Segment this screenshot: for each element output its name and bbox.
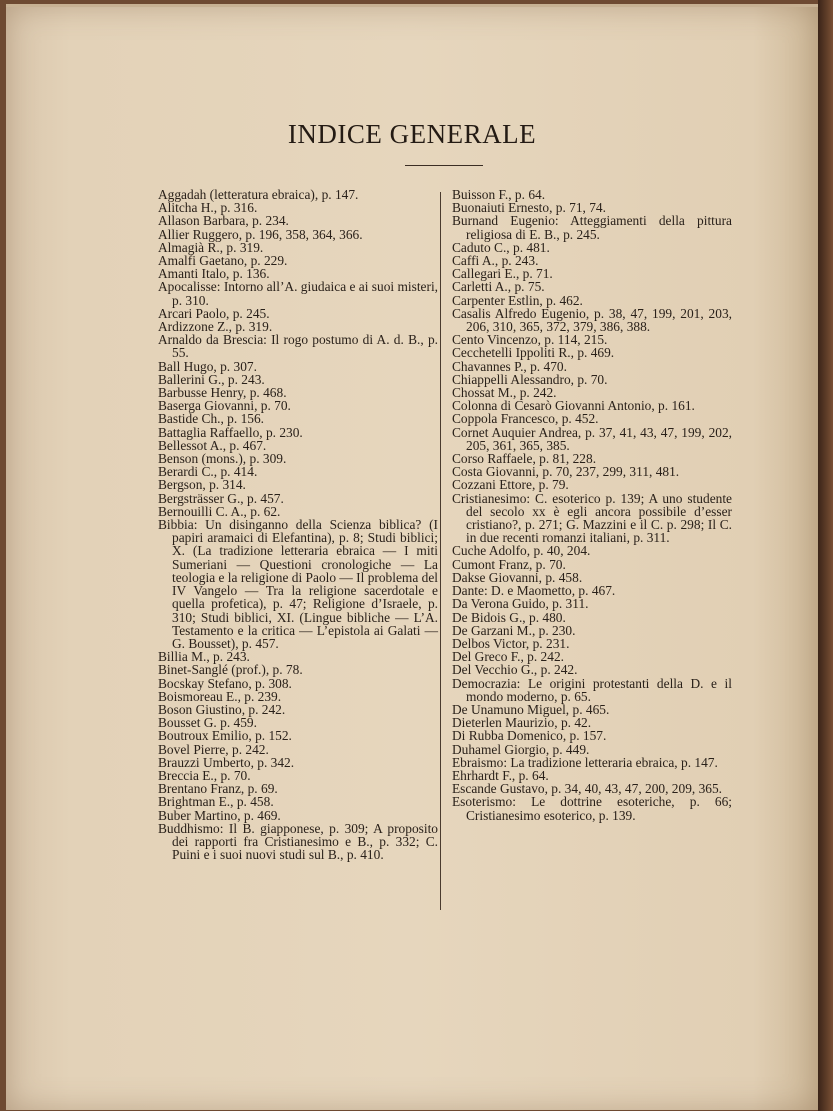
column-divider bbox=[440, 192, 441, 910]
index-entry: Ebraismo: La tradizione letteraria ebraica, p. 147. bbox=[452, 754, 718, 770]
index-entry: Bibbia: Un disinganno della Scienza biblica? (I papiri aramaici di Elefantina), p. 8; Studi biblici; X. (La tradizione letteraria ebraica — I miti Sumeriani — Questioni cronologiche — La teologia e la religione di Paolo — Il problema del IV Vangelo — Tra la religione sacerdotale e quella profetica), p. 47; Religione d’Israele, p. 310; Studi biblici, XI. (Lingue bibliche — L’A. Testamento e la critica — L’epistola ai Galati — G. Bousset), p. 457. bbox=[158, 517, 438, 651]
index-entry: Dieterlen Maurizio, p. 42. bbox=[452, 715, 592, 731]
index-entry: Callegari E., p. 71. bbox=[452, 266, 553, 282]
index-entry: Del Vecchio G., p. 242. bbox=[452, 662, 578, 678]
index-entry: Carpenter Estlin, p. 462. bbox=[452, 292, 583, 308]
index-entry: Bovel Pierre, p. 242. bbox=[158, 741, 269, 757]
index-entry: Benson (mons.), p. 309. bbox=[158, 451, 287, 467]
index-entry: Bernouilli C. A., p. 62. bbox=[158, 503, 281, 519]
index-entry: Battaglia Raffaello, p. 230. bbox=[158, 424, 303, 440]
index-entry: Corso Raffaele, p. 81, 228. bbox=[452, 451, 597, 467]
index-entry: Ehrhardt F., p. 64. bbox=[452, 767, 549, 783]
index-entry: Boutroux Emilio, p. 152. bbox=[158, 728, 292, 744]
index-entry: Dakse Giovanni, p. 458. bbox=[452, 569, 583, 585]
book-page bbox=[6, 4, 818, 1110]
index-entry: Chossat M., p. 242. bbox=[452, 385, 557, 401]
index-entry: Chavannes P., p. 470. bbox=[452, 358, 567, 374]
index-entry: Da Verona Guido, p. 311. bbox=[452, 596, 589, 612]
index-entry: Bergsträsser G., p. 457. bbox=[158, 490, 284, 506]
index-column-left bbox=[158, 188, 438, 861]
index-entry: Brightman E., p. 458. bbox=[158, 794, 274, 810]
index-entry: Binet-Sanglé (prof.), p. 78. bbox=[158, 662, 303, 678]
index-entry: Almagià R., p. 319. bbox=[158, 239, 264, 255]
index-entry: Bousset G. p. 459. bbox=[158, 715, 257, 731]
index-entry: Burnand Eugenio: Atteggiamenti della pittura religiosa di E. B., p. 245. bbox=[452, 213, 732, 242]
book-spine bbox=[818, 0, 833, 1111]
index-entry: Brauzzi Umberto, p. 342. bbox=[158, 754, 295, 770]
title-rule bbox=[405, 165, 483, 166]
index-entry: Di Rubba Domenico, p. 157. bbox=[452, 728, 607, 744]
index-entry: Buber Martino, p. 469. bbox=[158, 807, 281, 823]
index-entry: Cornet Auquier Andrea, p. 37, 41, 43, 47, 199, 202, 205, 361, 365, 385. bbox=[452, 424, 732, 453]
index-entry: Buddhismo: Il B. giapponese, p. 309; A proposito dei rapporti fra Cristianesimo e B., p. 332; C. Puini e i suoi nuovi studi sul B., p. 410. bbox=[158, 820, 438, 863]
index-entry: Buonaiuti Ernesto, p. 71, 74. bbox=[452, 200, 606, 216]
index-entry: Barbusse Henry, p. 468. bbox=[158, 385, 287, 401]
index-entry: Boson Giustino, p. 242. bbox=[158, 701, 286, 717]
index-entry: Arnaldo da Brescia: Il rogo postumo di A. d. B., p. 55. bbox=[158, 332, 438, 361]
index-entry: Allason Barbara, p. 234. bbox=[158, 213, 289, 229]
index-entry: Berardi C., p. 414. bbox=[158, 464, 258, 480]
index-entry: Cumont Franz, p. 70. bbox=[452, 556, 566, 572]
page-title: INDICE GENERALE bbox=[287, 119, 537, 149]
index-entry: Bellessot A., p. 467. bbox=[158, 437, 267, 453]
index-entry: De Garzani M., p. 230. bbox=[452, 622, 576, 638]
index-column-right bbox=[452, 188, 732, 822]
index-entry: Colonna di Cesarò Giovanni Antonio, p. 161. bbox=[452, 398, 695, 414]
index-entry: Costa Giovanni, p. 70, 237, 299, 311, 481. bbox=[452, 464, 680, 480]
index-entry: Ball Hugo, p. 307. bbox=[158, 358, 257, 374]
index-entry: Democrazia: Le origini protestanti della D. e il mondo moderno, p. 65. bbox=[452, 675, 732, 704]
index-entry: Bastide Ch., p. 156. bbox=[158, 411, 265, 427]
index-entry: Casalis Alfredo Eugenio, p. 38, 47, 199, 201, 203, 206, 310, 365, 372, 379, 386, 388. bbox=[452, 305, 732, 335]
index-entry: De Bidois G., p. 480. bbox=[452, 609, 566, 625]
index-entry: Aggadah (letteratura ebraica), p. 147. bbox=[158, 187, 359, 202]
index-entry: Bocskay Stefano, p. 308. bbox=[158, 675, 292, 691]
index-entry: Esoterismo: Le dottrine esoteriche, p. 66; Cristianesimo esoterico, p. 139. bbox=[452, 794, 732, 823]
index-entry: De Unamuno Miguel, p. 465. bbox=[452, 701, 610, 717]
index-entry: Cuche Adolfo, p. 40, 204. bbox=[452, 543, 591, 559]
index-entry: Chiappelli Alessandro, p. 70. bbox=[452, 371, 608, 387]
index-entry: Cozzani Ettore, p. 79. bbox=[452, 477, 569, 493]
index-entry: Alitcha H., p. 316. bbox=[158, 200, 258, 216]
index-entry: Cristianesimo: C. esoterico p. 139; A uno studente del secolo xx è egli ancora possibile d’esser cristiano?, p. 271; G. Mazzini e il C. p. 298; Il C. in due recenti romanzi italiani, p. 311. bbox=[452, 490, 732, 546]
index-entry: Bergson, p. 314. bbox=[158, 477, 246, 493]
index-entry: Ardizzone Z., p. 319. bbox=[158, 319, 273, 335]
index-entry: Baserga Giovanni, p. 70. bbox=[158, 398, 291, 414]
index-entry: Breccia E., p. 70. bbox=[158, 767, 251, 783]
index-entry: Amalfi Gaetano, p. 229. bbox=[158, 253, 288, 269]
index-entry: Dante: D. e Maometto, p. 467. bbox=[452, 583, 616, 599]
index-entry: Amanti Italo, p. 136. bbox=[158, 266, 270, 282]
index-entry: Duhamel Giorgio, p. 449. bbox=[452, 741, 590, 757]
index-entry: Carletti A., p. 75. bbox=[452, 279, 545, 295]
index-entry: Allier Ruggero, p. 196, 358, 364, 366. bbox=[158, 226, 363, 242]
index-entry: Delbos Victor, p. 231. bbox=[452, 635, 570, 651]
index-entry: Boismoreau E., p. 239. bbox=[158, 688, 282, 704]
index-entry: Arcari Paolo, p. 245. bbox=[158, 305, 270, 321]
index-entry: Caduto C., p. 481. bbox=[452, 239, 550, 255]
index-entry: Brentano Franz, p. 69. bbox=[158, 781, 278, 797]
index-entry: Apocalisse: Intorno all’A. giudaica e ai suoi misteri, p. 310. bbox=[158, 279, 439, 308]
index-entry: Buisson F., p. 64. bbox=[452, 187, 546, 202]
index-entry: Ballerini G., p. 243. bbox=[158, 371, 265, 387]
index-entry: Billia M., p. 243. bbox=[158, 649, 250, 665]
index-entry: Coppola Francesco, p. 452. bbox=[452, 411, 599, 427]
index-entry: Caffi A., p. 243. bbox=[452, 253, 539, 269]
index-entry: Escande Gustavo, p. 34, 40, 43, 47, 200, 209, 365. bbox=[452, 781, 723, 797]
index-entry: Cento Vincenzo, p. 114, 215. bbox=[452, 332, 608, 348]
index-entry: Del Greco F., p. 242. bbox=[452, 649, 564, 665]
index-entry: Cecchetelli Ippoliti R., p. 469. bbox=[452, 345, 615, 361]
